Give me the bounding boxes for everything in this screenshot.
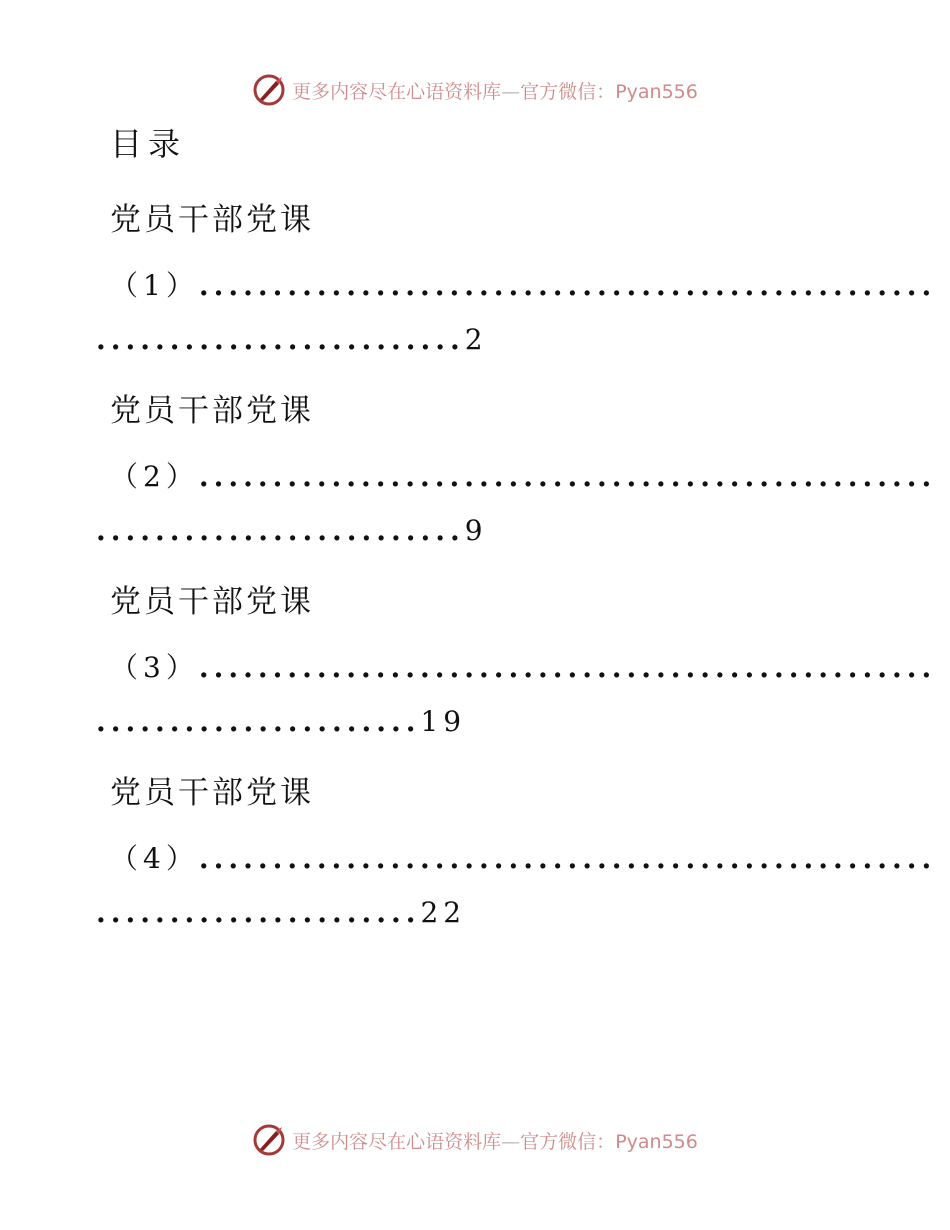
toc-title: 目录 xyxy=(110,125,187,163)
dot-leader: ......................... xyxy=(96,514,465,547)
dot-leader: .................................................. xyxy=(198,269,937,302)
toc-entry-title: 党员干部党课 xyxy=(110,393,314,429)
toc-entry-page: 9 xyxy=(464,514,488,547)
toc-entry-title: 党员干部党课 xyxy=(110,775,314,811)
quill-pen-logo-icon xyxy=(252,1123,286,1157)
header-watermark xyxy=(0,70,950,110)
toc-entry-number: （2） xyxy=(110,460,199,493)
watermark-wechat-label: 官方微信： xyxy=(520,1130,616,1153)
dot-leader: ...................... xyxy=(96,705,421,738)
dot-leader: ...................... xyxy=(96,896,421,929)
dot-leader: .................................................. xyxy=(198,651,937,684)
watermark-wechat-id: Pyan556 xyxy=(615,1130,698,1153)
toc-entry-number: （1） xyxy=(110,269,199,302)
toc-entry-number: （4） xyxy=(110,842,199,875)
toc-entry-title: 党员干部党课 xyxy=(110,584,314,620)
dot-leader: .................................................. xyxy=(198,842,937,875)
quill-pen-logo-icon xyxy=(252,73,286,107)
toc-entry-page: 19 xyxy=(420,705,467,738)
toc-entry-page: 2 xyxy=(464,323,488,356)
watermark-text: 更多内容尽在心语资料库 xyxy=(292,1130,502,1153)
watermark-wechat-label: 官方微信： xyxy=(520,80,616,103)
footer-watermark xyxy=(0,1120,950,1160)
dot-leader: .................................................. xyxy=(198,460,937,493)
watermark-separator: — xyxy=(501,80,521,103)
toc-entry-number: （3） xyxy=(110,651,199,684)
dot-leader: ......................... xyxy=(96,323,465,356)
watermark-text: 更多内容尽在心语资料库 xyxy=(292,80,502,103)
toc-entry-title: 党员干部党课 xyxy=(110,202,314,238)
watermark-separator: — xyxy=(501,1130,521,1153)
toc-entry-page: 22 xyxy=(420,896,467,929)
watermark-wechat-id: Pyan556 xyxy=(615,80,698,103)
